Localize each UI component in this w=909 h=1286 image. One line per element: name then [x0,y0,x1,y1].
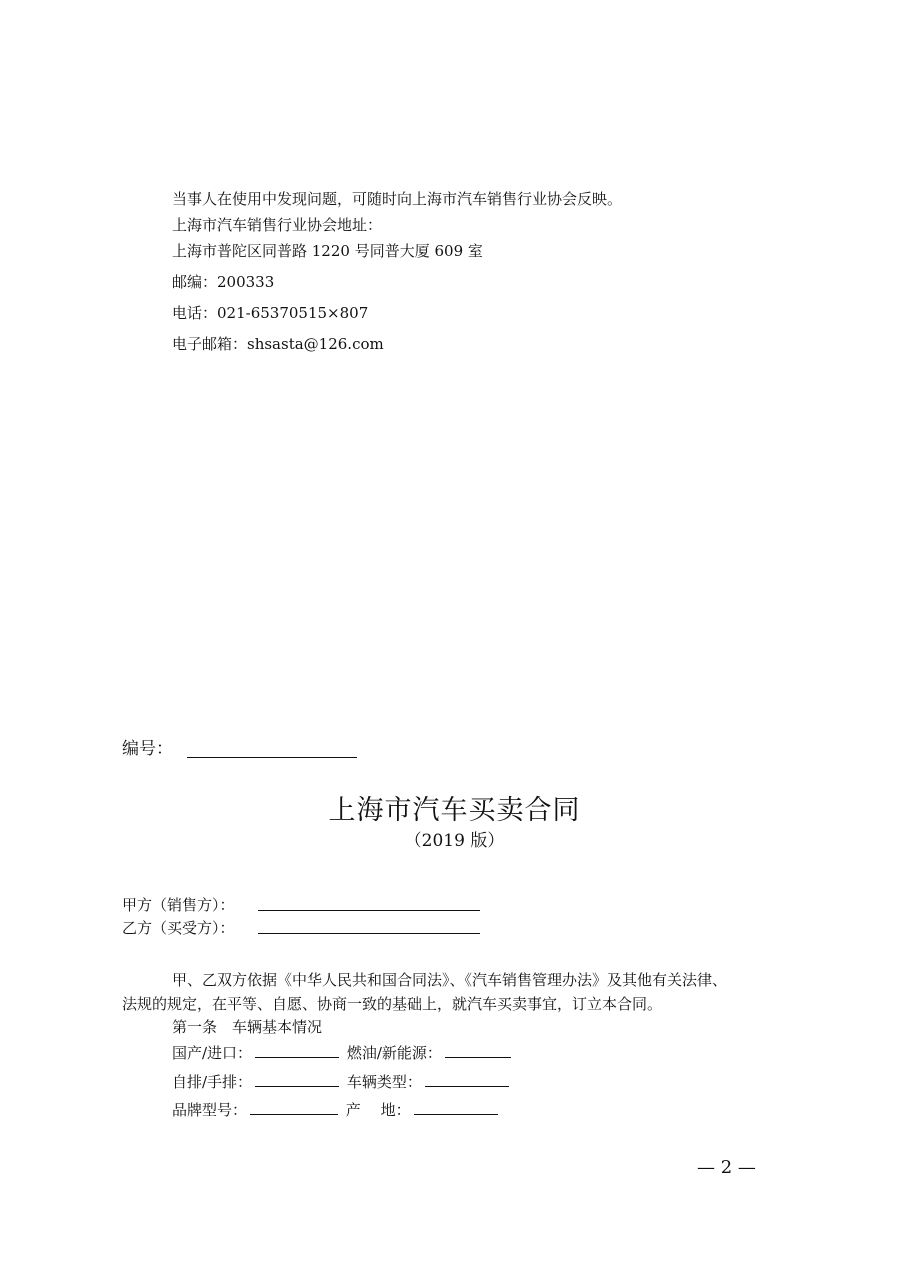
origin-blank [414,1100,498,1115]
notice-address: 上海市普陀区同普路 1220 号同普大厦 609 室 [172,242,483,260]
brand-model-label: 品牌型号： [172,1101,248,1119]
field-row-2 [172,1072,512,1092]
fuel-type-label: 燃油/新能源： [346,1044,442,1062]
preamble-line-2: 法规的规定，在平等、自愿、协商一致的基础上，就汽车买卖事宜，订立本合同。 [122,995,663,1013]
notice-email: 电子邮箱：shsasta@126.com [172,335,384,353]
contract-number-blank [187,757,357,758]
party-b-blank [258,933,480,934]
transmission-label: 自排/手排： [172,1073,253,1091]
fuel-type-blank [445,1043,511,1058]
article-1-heading: 第一条 车辆基本情况 [172,1018,323,1036]
brand-model-blank [250,1100,338,1115]
contract-title: 上海市汽车买卖合同 [328,795,581,826]
contract-number-label: 编号： [122,739,173,759]
notice-phone: 电话：021-65370515×807 [172,304,369,322]
vehicle-type-blank [425,1072,509,1087]
party-b-label: 乙方（买受方）： [122,919,235,937]
contract-version: （2019 版） [404,831,505,851]
notice-line-2: 上海市汽车销售行业协会地址： [172,216,383,234]
party-a-label: 甲方（销售方）： [122,896,235,914]
party-a-blank [258,910,480,911]
field-row-3 [172,1100,501,1120]
preamble-line-1: 甲、乙双方依据《中华人民共和国合同法》、《汽车销售管理办法》及其他有关法律、 [172,971,728,989]
page-number: — 2 — [697,1157,756,1178]
notice-line-1: 当事人在使用中发现问题，可随时向上海市汽车销售行业协会反映。 [172,190,623,208]
domestic-import-blank [255,1043,339,1058]
transmission-blank [255,1072,339,1087]
domestic-import-label: 国产/进口： [172,1044,253,1062]
origin-label: 产 地： [345,1101,411,1119]
vehicle-type-label: 车辆类型： [346,1073,422,1091]
notice-postcode: 邮编：200333 [172,273,275,291]
field-row-1 [172,1043,514,1063]
